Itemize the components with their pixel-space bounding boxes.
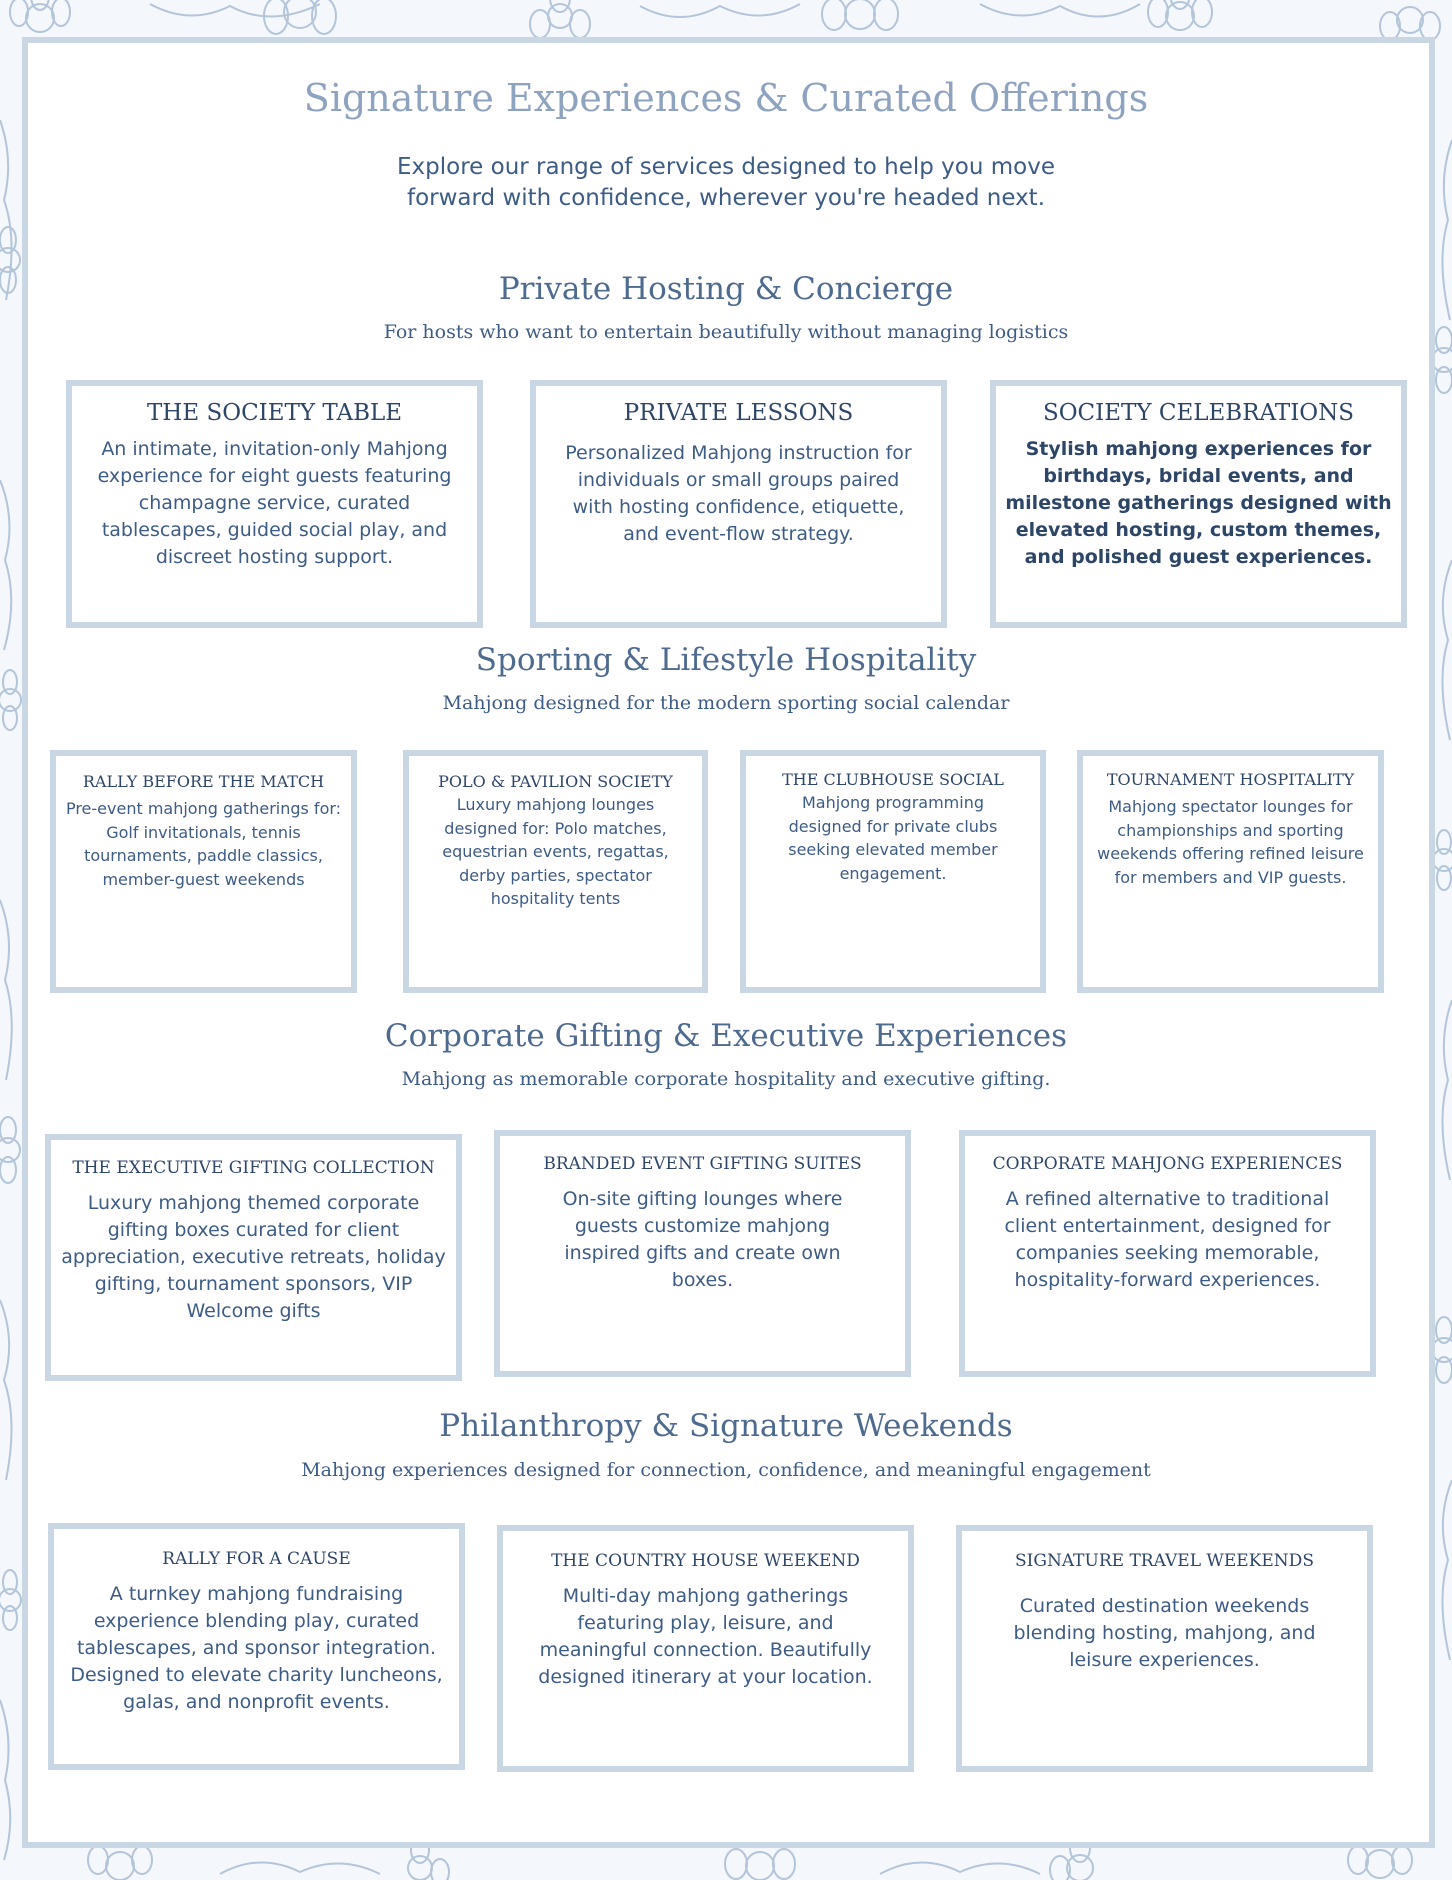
card-title: SIGNATURE TRAVEL WEEKENDS — [1015, 1551, 1314, 1571]
section-title-philanthropy: Philanthropy & Signature Weekends — [439, 1408, 1013, 1444]
card-description: Curated destination weekends blending hosting, mahjong, and leisure experiences. — [1013, 1595, 1316, 1671]
page-title: Signature Experiences & Curated Offerings — [303, 76, 1149, 120]
intro-line: Explore our range of services designed to help you move — [397, 154, 1055, 180]
card-corporate-mahjong-experiences — [959, 1130, 1376, 1377]
card-title: BRANDED EVENT GIFTING SUITES — [543, 1154, 862, 1174]
intro-text — [0, 152, 1452, 214]
card-rally-for-a-cause — [48, 1523, 465, 1770]
card-society-celebrations — [990, 380, 1407, 628]
card-title: RALLY FOR A CAUSE — [162, 1549, 351, 1569]
card-title: RALLY BEFORE THE MATCH — [82, 772, 325, 791]
card-title: THE SOCIETY TABLE — [146, 400, 403, 426]
card-description: A turnkey mahjong fundraising experience blending play, curated tablescapes, and sponsor integration. Designed to elevate charity luncheons, galas, and nonprofit events. — [70, 1583, 443, 1713]
card-title: CORPORATE MAHJONG EXPERIENCES — [992, 1154, 1343, 1174]
section-title-sporting: Sporting & Lifestyle Hospitality — [475, 642, 977, 678]
card-description: Pre-event mahjong gatherings for: Golf invitationals, tennis tournaments, paddle classics, member-guest weekends — [65, 799, 342, 889]
card-description: Luxury mahjong themed corporate gifting boxes curated for client appreciation, executive retreats, holiday gifting, tournament sponsors, VIP Welcome gifts — [61, 1192, 446, 1322]
section-subtitle-philanthropy: Mahjong experiences designed for connection, confidence, and meaningful engagement — [301, 1459, 1151, 1481]
card-title: TOURNAMENT HOSPITALITY — [1106, 770, 1355, 789]
card-society-table — [66, 380, 483, 628]
card-description: Personalized Mahjong instruction for individuals or small groups paired with hosting confidence, etiquette, and event-flow strategy. — [565, 442, 912, 545]
card-description: On-site gifting lounges where guests customize mahjong inspired gifts and create own boxes. — [562, 1188, 843, 1291]
card-description: A refined alternative to traditional client entertainment, designed for companies seeking memorable, hospitality-forward experiences. — [1004, 1188, 1331, 1291]
card-title: THE COUNTRY HOUSE WEEKEND — [551, 1551, 860, 1571]
card-description: Mahjong programming designed for private clubs seeking elevated member engagement. — [788, 793, 998, 883]
section-subtitle-sporting: Mahjong designed for the modern sporting social calendar — [442, 692, 1010, 714]
card-branded-event-gifting-suites — [494, 1130, 911, 1377]
card-clubhouse-social — [740, 750, 1046, 993]
card-country-house-weekend — [497, 1525, 914, 1772]
card-description: Multi-day mahjong gatherings featuring play, leisure, and meaningful connection. Beautifully designed itinerary at your location. — [538, 1585, 873, 1688]
section-subtitle-corporate: Mahjong as memorable corporate hospitality and executive gifting. — [401, 1068, 1051, 1090]
card-title: THE EXECUTIVE GIFTING COLLECTION — [72, 1158, 435, 1178]
section-title-corporate: Corporate Gifting & Executive Experiences — [384, 1018, 1068, 1054]
card-description: An intimate, invitation-only Mahjong experience for eight guests featuring champagne service, curated tablescapes, guided social play, and discreet hosting support. — [97, 438, 452, 568]
card-title: PRIVATE LESSONS — [623, 400, 854, 426]
card-description: Luxury mahjong lounges designed for: Polo matches, equestrian events, regattas, derby parties, spectator hospitality tents — [442, 795, 669, 908]
card-description: Mahjong spectator lounges for championships and sporting weekends offering refined leisure for members and VIP guests. — [1097, 797, 1364, 887]
card-tournament-hospitality — [1077, 750, 1384, 993]
card-polo-pavilion-society — [403, 750, 708, 993]
card-private-lessons — [530, 380, 947, 628]
card-description: Stylish mahjong experiences for birthdays, bridal events, and milestone gatherings designed with elevated hosting, custom themes, and polished guest experiences. — [1005, 438, 1392, 568]
card-title: THE CLUBHOUSE SOCIAL — [782, 770, 1004, 789]
card-title: POLO & PAVILION SOCIETY — [438, 772, 673, 791]
section-subtitle-private-hosting: For hosts who want to entertain beautifully without managing logistics — [383, 321, 1069, 343]
intro-line: forward with confidence, wherever you're headed next. — [406, 185, 1046, 211]
card-executive-gifting-collection — [45, 1134, 462, 1381]
card-title: SOCIETY CELEBRATIONS — [1042, 400, 1355, 426]
card-signature-travel-weekends — [956, 1525, 1373, 1772]
card-rally-before-the-match — [50, 750, 357, 993]
section-title-private-hosting: Private Hosting & Concierge — [498, 271, 954, 307]
